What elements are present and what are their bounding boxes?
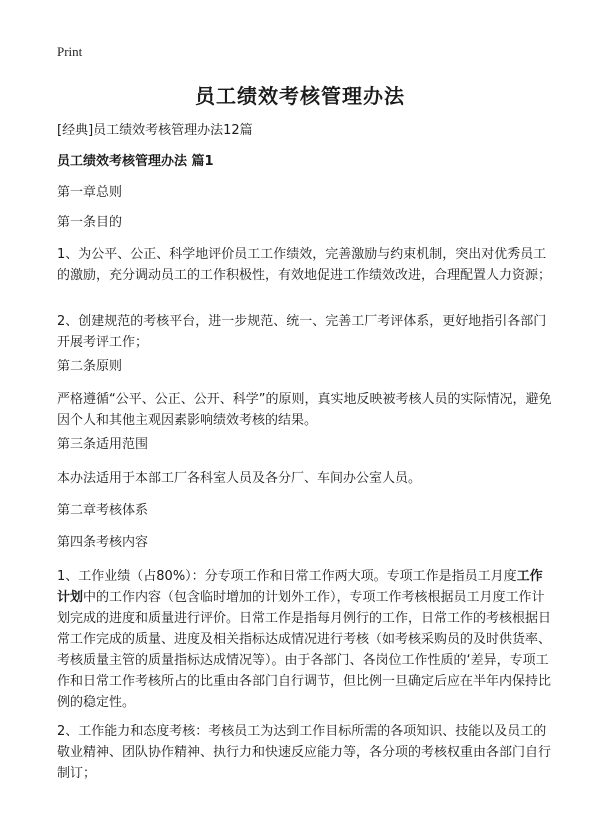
work-plan-link-text: 工作计划 [57, 569, 543, 605]
paragraph-2: 2、创建规范的考核平台，进一步规范、统一、完善工厂考评体系，更好地指引各部门开展考评工作； [57, 314, 547, 350]
document-title: 员工绩效考核管理办法 [195, 84, 405, 108]
paragraph-5-part-2: 中的工作内容（包含临时增加的计划外工作），专项工作考核根据员工月度工作计划完成的进度和质量进行评价。日常工作是指每月例行的工作，日常工作的考核根据日常工作完成的质量、进度及相关指标达成情况进行考核（如考核采购员的及时供货率、考核质量主管的质量指标达成情况等）。由于各部门、各岗位工作性质的‘差异，专项工作和日常工作考核所占的比重由各部门自行调节，但比例一旦确定后应在半年内保持比例的稳定性。 [57, 590, 552, 710]
paragraph-4: 本办法适用于本部工厂各科室人员及各分厂、车间办公室人员。 [57, 471, 422, 486]
article-heading-1: 第一条目的 [57, 215, 123, 230]
document-subtitle: [经典]员工绩效考核管理办法12篇 [57, 123, 253, 138]
paragraph-5 [57, 566, 552, 713]
paragraph-5-part-1: 1、工作业绩（占80%）：分专项工作和日常工作两大项。专项工作是指员工月度 [57, 569, 517, 584]
article-heading-2: 第二条原则 [57, 359, 123, 374]
section-heading: 员工绩效考核管理办法 篇1 [57, 154, 214, 169]
print-label: Print [57, 44, 83, 59]
chapter-heading-1: 第一章总则 [57, 185, 123, 200]
paragraph-3: 严格遵循“公平、公正、公开、科学”的原则，真实地反映被考核人员的实际情况，避免因个人和其他主观因素影响绩效考核的结果。 [57, 392, 552, 428]
article-heading-4: 第四条考核内容 [57, 535, 149, 550]
paragraph-1: 1、为公平、公正、科学地评价员工工作绩效，完善激励与约束机制，突出对优秀员工的激励，充分调动员工的工作积极性，有效地促进工作绩效改进，合理配置人力资源； [57, 247, 552, 283]
paragraph-6: 2、工作能力和态度考核：考核员工为达到工作目标所需的各项知识、技能以及员工的敬业精神、团队协作精神、执行力和快速反应能力等，各分项的考核权重由各部门自行制订； [57, 724, 552, 781]
chapter-heading-2: 第二章考核体系 [57, 503, 149, 518]
article-heading-3: 第三条适用范围 [57, 437, 149, 452]
